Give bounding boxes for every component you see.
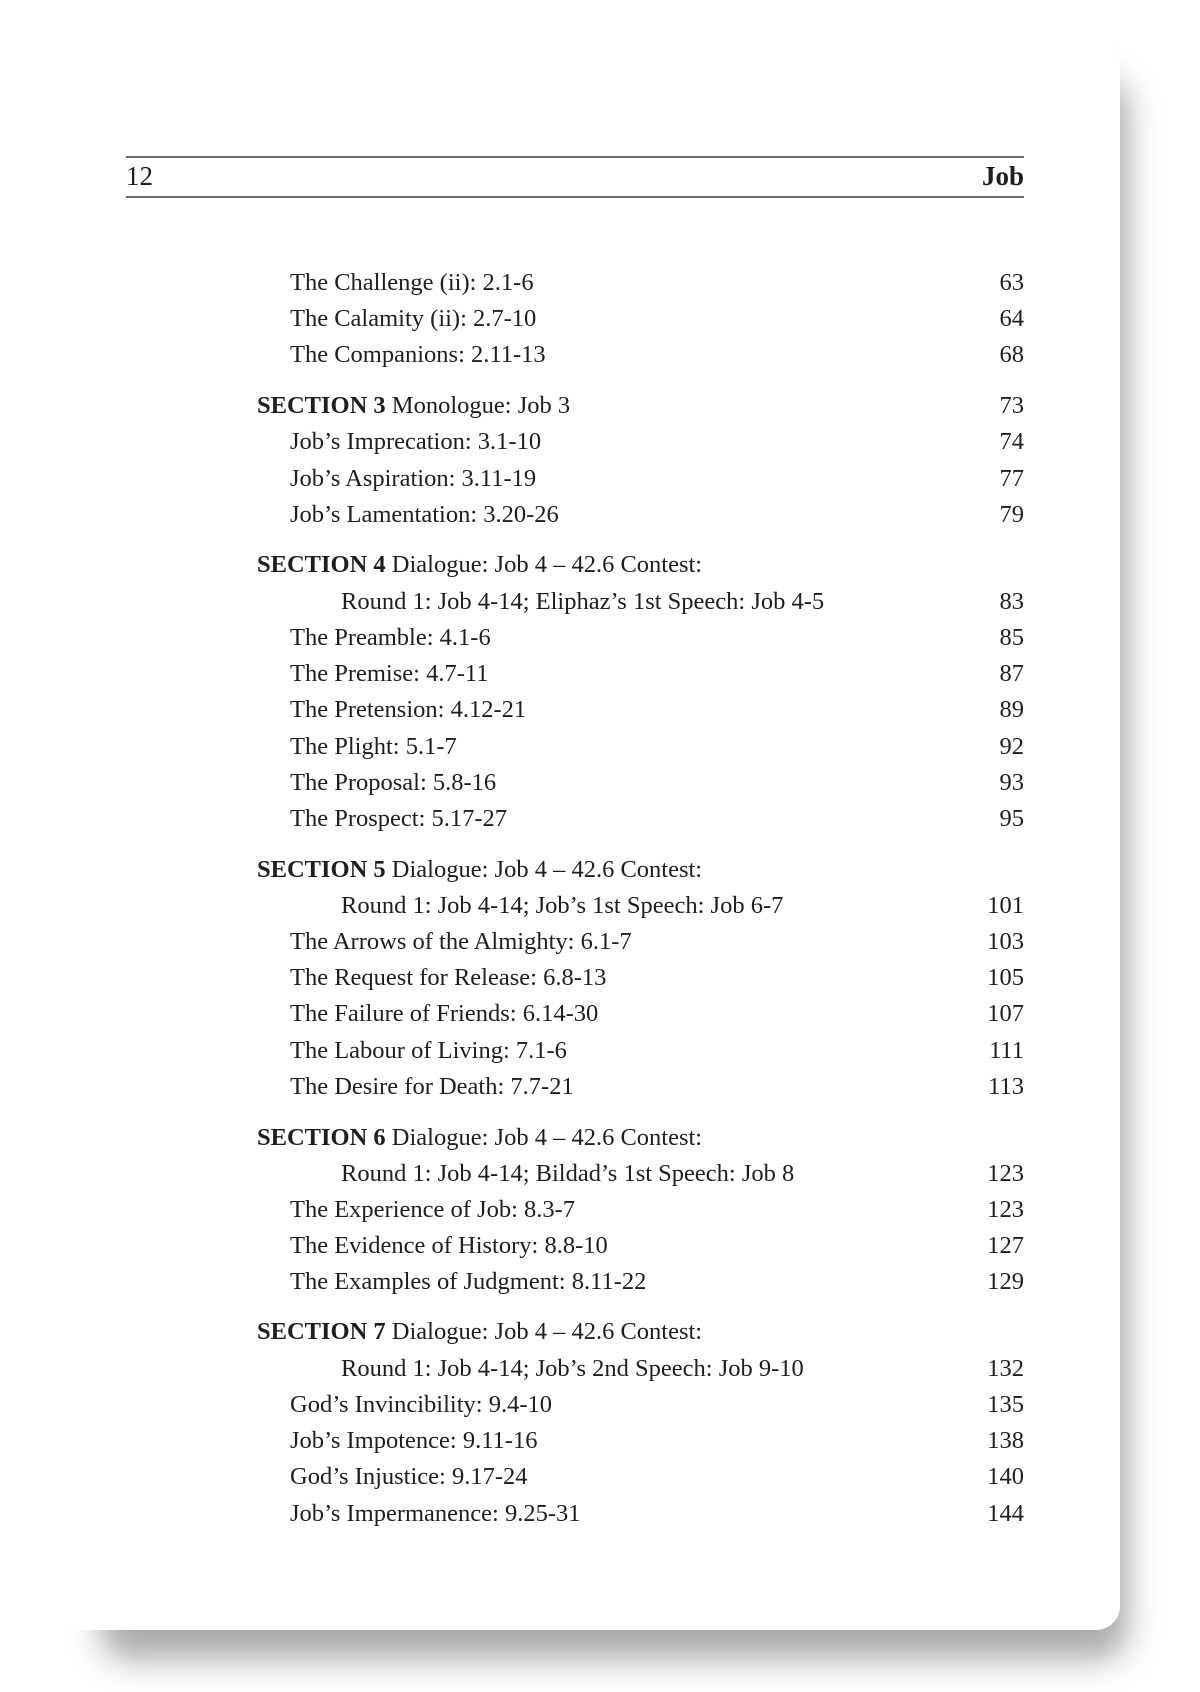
toc-page-number: 68 [999,341,1024,368]
toc-page-number: 87 [999,660,1024,687]
toc-entry [290,730,1024,764]
toc-page-number: 89 [999,696,1024,723]
toc-page-number: 138 [987,1427,1024,1454]
toc-entry [290,1070,1024,1104]
toc-entry-title: Job’s Impermanence: 9.25-31 [290,1500,581,1527]
toc-page-number: 77 [999,465,1024,492]
toc-entry-title: The Challenge (ii): 2.1-6 [290,269,534,296]
toc-page-number: 127 [987,1232,1024,1259]
toc-section-label: SECTION 4 [257,551,386,578]
toc-round-line [341,1352,1024,1386]
toc-entry-title: God’s Invincibility: 9.4-10 [290,1391,552,1418]
toc-section-heading [257,1315,1024,1349]
toc-entry-title: The Evidence of History: 8.8-10 [290,1232,608,1259]
toc-entry [290,1460,1024,1494]
toc-page-number: 93 [999,769,1024,796]
toc-section-title: Dialogue: Job 4 – 42.6 Contest: [391,1124,703,1151]
toc-entry-title: The Plight: 5.1-7 [290,733,457,760]
toc-entry-title: The Premise: 4.7-11 [290,660,489,687]
toc-page-number: 101 [987,892,1024,919]
toc-entry-title: The Preamble: 4.1-6 [290,624,491,651]
toc-entry-title: The Experience of Job: 8.3-7 [290,1196,576,1223]
toc-entry-title: Round 1: Job 4-14; Bildad’s 1st Speech: Job 8 [341,1160,795,1187]
toc-entry-title: The Prospect: 5.17-27 [290,805,508,832]
toc-page-number: 83 [999,588,1024,615]
toc-entry [290,693,1024,727]
toc-entry-title: God’s Injustice: 9.17-24 [290,1463,528,1490]
toc-entry [290,657,1024,691]
toc-entry [290,961,1024,995]
toc-page-number: 73 [999,392,1024,419]
toc-section-label: SECTION 5 [257,856,386,883]
toc-page-number: 132 [987,1355,1024,1382]
toc-entry-title: Round 1: Job 4-14; Job’s 2nd Speech: Job 9-10 [341,1355,804,1382]
toc-entry-title: Job’s Imprecation: 3.1-10 [290,428,542,455]
toc-round-line [341,585,1024,619]
toc-entry [290,498,1024,532]
toc-page-number: 74 [999,428,1024,455]
toc-page-number: 144 [987,1500,1024,1527]
toc-entry [290,1424,1024,1458]
toc-section-label: SECTION 3 [257,392,386,419]
toc-section-title: Dialogue: Job 4 – 42.6 Contest: [391,856,703,883]
toc-entry [290,1388,1024,1422]
toc-section-heading [257,853,1024,887]
toc-entry [290,338,1024,372]
toc-entry-title: The Failure of Friends: 6.14-30 [290,1000,599,1027]
toc-entry [290,1229,1024,1263]
toc-round-line [341,1157,1024,1191]
toc-entry-title: Round 1: Job 4-14; Eliphaz’s 1st Speech: Job 4-5 [341,588,825,615]
toc-entry [290,1034,1024,1068]
toc-entry-title: The Labour of Living: 7.1-6 [290,1037,567,1064]
toc-entry-title: The Proposal: 5.8-16 [290,769,497,796]
running-title: Job [981,161,1024,191]
toc-page-number: 113 [988,1073,1024,1100]
toc-page-number: 63 [999,269,1024,296]
toc-entry-title: The Pretension: 4.12-21 [290,696,527,723]
toc-page-number: 111 [989,1037,1024,1064]
toc-page-number: 107 [987,1000,1024,1027]
toc-entry-title: The Desire for Death: 7.7-21 [290,1073,574,1100]
toc-page-number: 64 [999,305,1024,332]
toc-entry [290,621,1024,655]
toc-entry-title: The Companions: 2.11-13 [290,341,546,368]
toc-entry [290,766,1024,800]
toc-section-label: SECTION 7 [257,1318,386,1345]
toc-entry-title: The Examples of Judgment: 8.11-22 [290,1268,647,1295]
toc-section-title: Dialogue: Job 4 – 42.6 Contest: [391,1318,703,1345]
toc-section-heading [257,548,1024,582]
toc-entry-title: The Request for Release: 6.8-13 [290,964,607,991]
toc-entry [290,1193,1024,1227]
toc-entry-title: The Calamity (ii): 2.7-10 [290,305,537,332]
toc-entry-title: Job’s Aspiration: 3.11-19 [290,465,537,492]
toc-entry [290,302,1024,336]
toc-section-heading [257,1121,1024,1155]
toc-entry-title: The Arrows of the Almighty: 6.1-7 [290,928,632,955]
toc-section-heading [257,389,1024,423]
toc-section-title: Dialogue: Job 4 – 42.6 Contest: [391,551,703,578]
toc-entry-title: Round 1: Job 4-14; Job’s 1st Speech: Job 6-7 [341,892,784,919]
toc-page-number: 123 [987,1160,1024,1187]
toc-entry [290,925,1024,959]
toc-entry [290,462,1024,496]
toc-page-number: 92 [999,733,1024,760]
toc-entry-title: Job’s Impotence: 9.11-16 [290,1427,538,1454]
toc-page-number: 95 [999,805,1024,832]
toc-page-number: 140 [987,1463,1024,1490]
toc-entry [290,802,1024,836]
page-number: 12 [126,161,153,191]
toc-round-line [341,889,1024,923]
toc-section-label: SECTION 6 [257,1124,386,1151]
toc-page-number: 129 [987,1268,1024,1295]
toc-section-title: Monologue: Job 3 [391,392,571,419]
toc-entry [290,1497,1024,1531]
toc-entry [290,425,1024,459]
toc-page-number: 105 [987,964,1024,991]
toc-page-number: 85 [999,624,1024,651]
toc-entry [290,266,1024,300]
toc-entry [290,997,1024,1031]
toc-entry [290,1265,1024,1299]
toc-page-number: 103 [987,928,1024,955]
toc-entry-title: Job’s Lamentation: 3.20-26 [290,501,559,528]
toc-page-number: 123 [987,1196,1024,1223]
toc-page-number: 135 [987,1391,1024,1418]
toc-page-number: 79 [999,501,1024,528]
